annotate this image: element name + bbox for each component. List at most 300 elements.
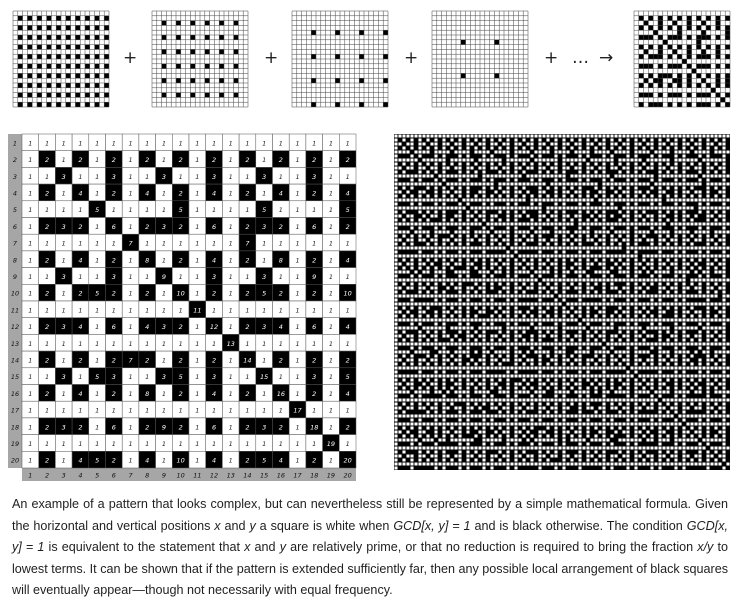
cell-value: 9 (161, 423, 167, 432)
grid-cell (725, 102, 730, 107)
cell-value: 1 (44, 239, 50, 248)
grid-cell (668, 45, 673, 50)
grid-cell (85, 35, 90, 40)
grid-cell (663, 73, 668, 78)
grid-lines (634, 11, 730, 107)
grid-cell (162, 21, 167, 26)
grid-cell (687, 25, 692, 30)
grid-cell (696, 93, 701, 98)
grid-cell (27, 102, 32, 107)
cell-value: 1 (195, 222, 200, 231)
cell-value: 4 (278, 456, 283, 465)
grid-cell (644, 93, 649, 98)
cell-value: 1 (78, 339, 83, 348)
cell-value: 2 (312, 156, 317, 165)
cell-value: 2 (44, 289, 50, 298)
cell-value: 2 (245, 289, 250, 298)
cell-value: 1 (262, 406, 267, 415)
cell-value: 3 (262, 272, 267, 281)
cell-value: 1 (95, 256, 100, 265)
cell-value: 1 (295, 222, 300, 231)
row-label: 14 (10, 356, 20, 365)
cell-value: 1 (228, 439, 233, 448)
caption-text: are relatively prime, or that no reduction is required to bring the fraction (285, 540, 698, 555)
grid-cell (677, 45, 682, 50)
cell-value: 1 (78, 139, 83, 148)
cell-value: 1 (28, 272, 33, 281)
column-label: 12 (209, 471, 219, 480)
grid-cell (37, 35, 42, 40)
cell-value: 1 (128, 156, 133, 165)
cell-value: 1 (28, 289, 33, 298)
grid-cell (37, 25, 42, 30)
cell-value: 2 (44, 222, 50, 231)
cell-value: 1 (61, 256, 66, 265)
grid-cell (47, 64, 52, 69)
cell-value: 1 (328, 306, 334, 315)
grid-cell (190, 49, 195, 54)
cell-value: 1 (312, 339, 317, 348)
grid-cell (677, 35, 682, 40)
grid-cell (668, 93, 673, 98)
column-label: 2 (44, 471, 50, 480)
grid-cell (696, 45, 701, 50)
cell-value: 2 (312, 289, 317, 298)
grid-cell (47, 35, 52, 40)
cell-value: 1 (278, 206, 283, 215)
cell-value: 1 (345, 239, 350, 248)
cell-value: 9 (312, 272, 317, 281)
grid-cell (725, 78, 730, 83)
row-label: 2 (12, 156, 18, 165)
cell-value: 5 (345, 206, 350, 215)
row-label: 20 (10, 456, 20, 465)
cell-value: 1 (61, 306, 66, 315)
grid-cell (56, 102, 61, 107)
grid-cell (18, 16, 23, 21)
cell-value: 1 (128, 306, 133, 315)
cell-value: 1 (328, 139, 334, 148)
cell-value: 1 (228, 323, 233, 332)
cell-value: 1 (328, 389, 334, 398)
cell-value: 2 (278, 356, 283, 365)
cell-value: 4 (345, 389, 350, 398)
grid-cell (701, 102, 706, 107)
grid-cell (18, 64, 23, 69)
grid-cell (37, 93, 42, 98)
grid-cell (27, 83, 32, 88)
cell-value: 1 (61, 456, 66, 465)
grid-cell (682, 59, 687, 64)
grid-cell (219, 21, 224, 26)
cell-value: 1 (278, 339, 283, 348)
cell-value: 1 (111, 139, 116, 148)
grid-cell (668, 54, 673, 59)
grid-cell (677, 78, 682, 83)
cell-value: 1 (78, 206, 83, 215)
cell-value: 1 (128, 256, 133, 265)
cell-value: 3 (211, 172, 217, 181)
grid-cell (18, 83, 23, 88)
grid-cell (677, 16, 682, 21)
cell-value: 1 (28, 306, 33, 315)
grid-cell (47, 45, 52, 50)
grid-cell (653, 78, 658, 83)
mini-grid-combined-result (633, 10, 731, 108)
column-label: 13 (226, 471, 235, 480)
cell-value: 1 (228, 406, 233, 415)
cell-value: 1 (28, 239, 33, 248)
cell-value: 1 (295, 206, 300, 215)
grid-cell (653, 54, 658, 59)
cell-value: 10 (176, 289, 185, 298)
cell-value: 2 (312, 256, 317, 265)
grid-cell (648, 64, 653, 69)
cell-value: 1 (195, 289, 200, 298)
cell-value: 1 (61, 406, 66, 415)
grid-cell (37, 45, 42, 50)
cell-value: 1 (111, 439, 116, 448)
cell-value: 1 (78, 373, 83, 382)
cell-value: 20 (343, 456, 352, 465)
row-label: 18 (10, 423, 20, 432)
grid-cell (706, 73, 711, 78)
grid-cell (95, 83, 100, 88)
grid-cell (701, 54, 706, 59)
grid-cell (383, 102, 388, 107)
cell-value: 6 (111, 323, 116, 332)
grid-cell (234, 49, 239, 54)
grid-cell (672, 64, 677, 69)
cell-value: 1 (295, 289, 300, 298)
caption-text: and (220, 518, 250, 533)
gcd-table (8, 134, 352, 480)
column-label: 18 (310, 471, 319, 480)
grid-cell (104, 64, 109, 69)
grid-cell (716, 54, 721, 59)
grid-cell (696, 40, 701, 45)
cell-value: 1 (61, 206, 66, 215)
cell-value: 2 (145, 423, 150, 432)
cell-value: 1 (345, 439, 350, 448)
grid-cell (716, 45, 721, 50)
grid-cell (658, 78, 663, 83)
relatively-prime-pattern (394, 134, 730, 470)
grid-cell (66, 73, 71, 78)
cell-value: 1 (145, 272, 150, 281)
cell-value: 2 (278, 222, 283, 231)
grid-cell (648, 83, 653, 88)
grid-cell (696, 54, 701, 59)
cell-value: 1 (195, 256, 200, 265)
cell-value: 4 (345, 256, 350, 265)
cell-value: 1 (195, 272, 200, 281)
grid-cell (75, 102, 80, 107)
cell-value: 1 (178, 272, 183, 281)
cell-value: 1 (295, 139, 300, 148)
grid-cell (219, 49, 224, 54)
grid-cell (162, 64, 167, 69)
grid-cell (162, 49, 167, 54)
cell-value: 2 (345, 423, 350, 432)
cell-value: 1 (211, 306, 217, 315)
cell-value: 4 (211, 456, 217, 465)
grid-cell (701, 35, 706, 40)
grid-cell (75, 45, 80, 50)
grid-cell (648, 102, 653, 107)
cell-value: 1 (245, 406, 250, 415)
grid-cell (658, 54, 663, 59)
row-label: 12 (10, 323, 20, 332)
cell-value: 1 (328, 256, 334, 265)
grid-cell (37, 16, 42, 21)
cell-value: 2 (211, 289, 217, 298)
cell-value: 2 (145, 356, 150, 365)
grid-cell (658, 16, 663, 21)
cell-value: 3 (262, 222, 267, 231)
grid-cell (85, 45, 90, 50)
caption-math: x (244, 540, 251, 555)
cell-value: 2 (78, 222, 83, 231)
grid-cell (104, 16, 109, 21)
cell-value: 1 (328, 222, 334, 231)
cell-value: 3 (111, 272, 116, 281)
cell-value: 1 (61, 139, 66, 148)
cell-value: 1 (245, 439, 250, 448)
cell-value: 1 (28, 156, 33, 165)
column-label: 19 (326, 471, 336, 480)
cell-value: 1 (111, 406, 116, 415)
grid-cell (205, 64, 210, 69)
cell-value: 2 (245, 389, 250, 398)
grid-cell (494, 73, 499, 78)
grid-cell (696, 83, 701, 88)
grid-lines (292, 11, 388, 107)
grid-cell (176, 93, 181, 98)
cell-value: 1 (161, 156, 167, 165)
cell-value: 1 (278, 272, 283, 281)
cell-value: 1 (44, 406, 50, 415)
grid-cell (27, 64, 32, 69)
cell-value: 2 (211, 156, 217, 165)
mini-grid-divisible-by-3 (151, 10, 249, 108)
cell-value: 1 (295, 156, 300, 165)
grid-cell (658, 35, 663, 40)
cell-value: 1 (61, 189, 66, 198)
grid-lines (432, 11, 528, 107)
grid-cell (706, 83, 711, 88)
cell-value: 1 (295, 339, 300, 348)
cell-value: 1 (262, 339, 267, 348)
grid-lines (13, 11, 109, 107)
cell-value: 3 (161, 222, 167, 231)
cell-value: 1 (245, 172, 250, 181)
cell-value: 1 (128, 406, 133, 415)
cell-value: 1 (211, 239, 217, 248)
cell-value: 1 (145, 139, 150, 148)
cell-value: 19 (326, 439, 336, 448)
row-label: 19 (10, 439, 20, 448)
grid-cell (27, 25, 32, 30)
grid-cell (644, 49, 649, 54)
cell-value: 6 (312, 323, 317, 332)
cell-value: 1 (328, 423, 334, 432)
grid-cell (716, 35, 721, 40)
caption-text: An example of a pattern that looks complex, but can nevertheless still be represented by a simple mathematical formula. Given the horizontal and vertical positions (12, 497, 728, 533)
grid-cell (66, 83, 71, 88)
grid-cell (677, 54, 682, 59)
cell-value: 6 (211, 423, 217, 432)
cell-value: 3 (312, 172, 317, 181)
cell-value: 1 (44, 139, 50, 148)
cell-value: 1 (78, 306, 83, 315)
grid-cell (672, 93, 677, 98)
cell-value: 4 (345, 189, 350, 198)
grid-cell (639, 102, 644, 107)
grid-cell (104, 73, 109, 78)
column-label: 5 (95, 471, 100, 480)
grid-cell (47, 93, 52, 98)
grid-cell (75, 73, 80, 78)
cell-value: 2 (245, 222, 250, 231)
cell-value: 1 (161, 339, 167, 348)
grid-cell (720, 97, 725, 102)
cell-value: 3 (61, 423, 66, 432)
cell-value: 1 (95, 339, 100, 348)
cell-value: 1 (95, 306, 100, 315)
cell-value: 1 (111, 239, 116, 248)
grid-cell (725, 30, 730, 35)
cell-value: 1 (44, 272, 50, 281)
grid-cell (658, 93, 663, 98)
plus-operator: + (123, 48, 138, 68)
grid-cell (75, 93, 80, 98)
cell-value: 2 (111, 289, 116, 298)
cell-value: 1 (211, 206, 217, 215)
mini-grid-divisible-by-7 (431, 10, 529, 108)
grid-cell (66, 35, 71, 40)
grid-cell (706, 25, 711, 30)
grid-cell (687, 35, 692, 40)
cell-value: 2 (111, 356, 116, 365)
grid-cell (687, 45, 692, 50)
grid-cell (706, 45, 711, 50)
cell-value: 1 (44, 339, 50, 348)
cell-value: 1 (61, 356, 66, 365)
cell-value: 1 (278, 239, 283, 248)
cell-value: 5 (178, 206, 183, 215)
grid-cell (335, 30, 340, 35)
grid-cell (716, 78, 721, 83)
cell-value: 1 (228, 423, 233, 432)
cell-value: 3 (161, 172, 167, 181)
cell-value: 1 (128, 139, 133, 148)
grid-cell (18, 102, 23, 107)
grid-cell (668, 83, 673, 88)
grid-cell (711, 88, 716, 93)
grid-cell (205, 78, 210, 83)
cell-value: 1 (262, 306, 267, 315)
cell-value: 1 (161, 356, 167, 365)
cell-value: 1 (44, 206, 50, 215)
grid-cell (27, 35, 32, 40)
cell-value: 4 (211, 189, 217, 198)
grid-cell (658, 73, 663, 78)
cell-value: 2 (245, 156, 250, 165)
cell-value: 1 (28, 256, 33, 265)
cell-value: 2 (145, 222, 150, 231)
column-label: 1 (28, 471, 33, 480)
grid-cell (672, 49, 677, 54)
cell-value: 1 (345, 139, 350, 148)
cell-value: 8 (145, 389, 150, 398)
cell-value: 2 (111, 156, 116, 165)
grid-cell (639, 64, 644, 69)
cell-value: 1 (95, 439, 100, 448)
grid-cell (658, 49, 663, 54)
cell-value: 1 (278, 139, 283, 148)
cell-value: 1 (195, 406, 200, 415)
cell-value: 1 (328, 156, 334, 165)
cell-value: 2 (312, 389, 317, 398)
grid-cell (27, 16, 32, 21)
cell-value: 1 (28, 439, 33, 448)
grid-cell (66, 102, 71, 107)
cell-value: 1 (128, 339, 133, 348)
cell-value: 1 (195, 456, 200, 465)
cell-value: 18 (310, 423, 319, 432)
cell-value: 1 (145, 306, 150, 315)
arrow-right-icon: → (599, 48, 614, 68)
grid-cell (687, 102, 692, 107)
grid-cell (687, 78, 692, 83)
cell-value: 1 (228, 356, 233, 365)
cell-value: 5 (178, 373, 183, 382)
cell-value: 1 (145, 406, 150, 415)
grid-cell (18, 54, 23, 59)
cell-value: 8 (278, 256, 283, 265)
grid-cell (701, 64, 706, 69)
grid-cell (311, 30, 316, 35)
cell-value: 3 (61, 272, 66, 281)
grid-cell (706, 93, 711, 98)
grid-cell (648, 35, 653, 40)
cell-value: 1 (295, 256, 300, 265)
cell-value: 5 (95, 373, 100, 382)
cell-value: 1 (195, 423, 200, 432)
cell-value: 1 (195, 156, 200, 165)
grid-cell (383, 78, 388, 83)
cell-value: 1 (161, 189, 167, 198)
grid-cell (205, 21, 210, 26)
cell-value: 1 (28, 406, 33, 415)
cell-value: 1 (245, 306, 250, 315)
cell-value: 5 (262, 289, 267, 298)
cell-value: 1 (128, 423, 133, 432)
cell-value: 1 (128, 439, 133, 448)
cell-value: 5 (95, 206, 100, 215)
cell-value: 4 (78, 456, 83, 465)
cell-value: 1 (262, 356, 267, 365)
cell-value: 2 (312, 189, 317, 198)
cell-value: 1 (95, 139, 100, 148)
cell-value: 1 (161, 306, 167, 315)
cell-value: 1 (78, 272, 83, 281)
cell-value: 3 (61, 172, 66, 181)
grid-cell (672, 21, 677, 26)
cell-value: 1 (161, 139, 167, 148)
cell-value: 4 (345, 323, 350, 332)
